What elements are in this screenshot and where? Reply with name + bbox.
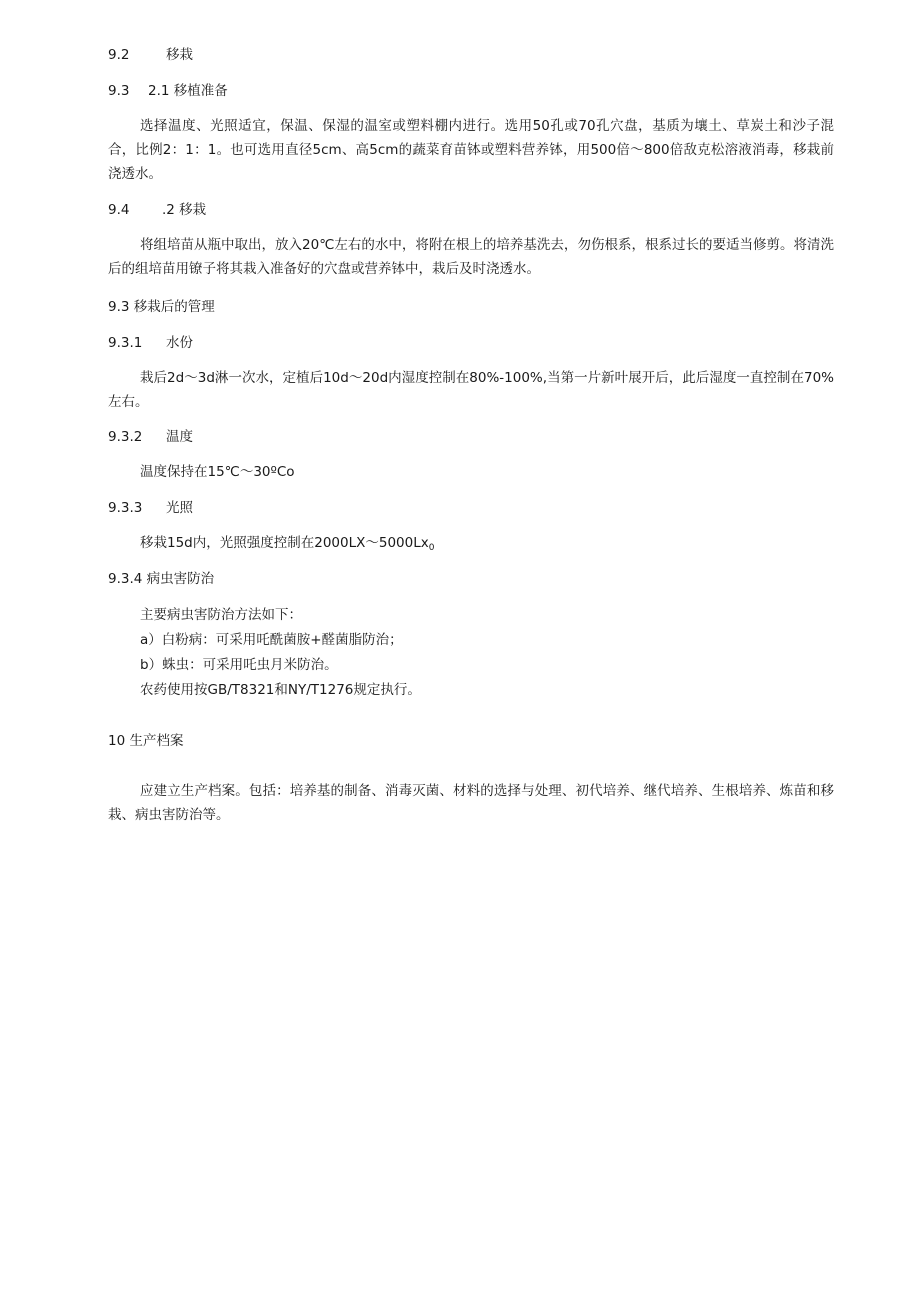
paragraph-records: 应建立生产档案。包括：培养基的制备、消毒灭菌、材料的选择与处理、初代培养、继代培养、生根培养、炼苗和移栽、病虫害防治等。 [108, 783, 834, 823]
pest-item-a: a）白粉病：可采用吒酰菌胺+醛菌脂防治； [140, 632, 403, 648]
heading-9-3-management: 9.3 移栽后的管理 [108, 299, 215, 315]
paragraph-light [108, 531, 834, 560]
pesticide-note: 农药使用按GB/T8321和NY/T1276规定执行。 [140, 682, 421, 698]
pest-item-b: b）蛛虫：可采用吒虫月米防治。 [140, 657, 338, 673]
paragraph-preparation: 选择温度、光照适宜，保温、保湿的温室或塑料棚内进行。选用50孔或70孔穴盘，基质为壤土、草炭土和沙子混合，比例2：1：1。也可选用直径5cm、高5cm的蔬菜育苗钵或塑料营养钵，用500倍～800倍敌克松溶液消毒，移栽前浇透水。 [108, 118, 834, 182]
heading-9-3-4: 9.3.4 病虫害防治 [108, 571, 215, 587]
heading-number: 9.3.1 [108, 335, 143, 351]
heading-title: 移栽 [166, 47, 193, 63]
paragraph-temperature: 温度保持在15℃～30ºCo [140, 464, 295, 480]
heading-9-3-prep [108, 82, 228, 100]
heading-number: 9.3.3 [108, 500, 143, 516]
light-subscript: 0 [428, 543, 435, 553]
heading-9-2 [108, 46, 193, 64]
paragraph-transplant: 将组培苗从瓶中取出，放入20℃左右的水中，将附在根上的培养基洗去，勿伤根系，根系过长的要适当修剪。将清洗后的组培苗用镣子将其栽入准备好的穴盘或营养钵中，栽后及时浇透水。 [108, 237, 834, 277]
heading-number: 9.4 [108, 202, 130, 218]
paragraph-water: 栽后2d～3d淋一次水，定植后10d～20d内湿度控制在80%-100%,当第一片新叶展开后，此后湿度一直控制在70%左右。 [108, 370, 834, 410]
pest-intro: 主要病虫害防治方法如下： [140, 607, 302, 623]
heading-10: 10 生产档案 [108, 733, 184, 749]
light-text: 移栽15d内，光照强度控制在2000LX～5000Lx [140, 535, 429, 551]
heading-title: 光照 [166, 500, 193, 516]
heading-number: 9.3.2 [108, 429, 143, 445]
heading-title: 2.1 移植准备 [148, 83, 228, 99]
heading-title: .2 移栽 [162, 202, 207, 218]
heading-9-3-2 [108, 428, 193, 446]
heading-9-3-1 [108, 334, 193, 352]
heading-number: 9.3 [108, 83, 130, 99]
heading-9-4 [108, 201, 206, 219]
heading-number: 9.2 [108, 47, 130, 63]
heading-9-3-3 [108, 499, 193, 517]
heading-title: 温度 [166, 429, 193, 445]
heading-title: 水份 [166, 335, 193, 351]
